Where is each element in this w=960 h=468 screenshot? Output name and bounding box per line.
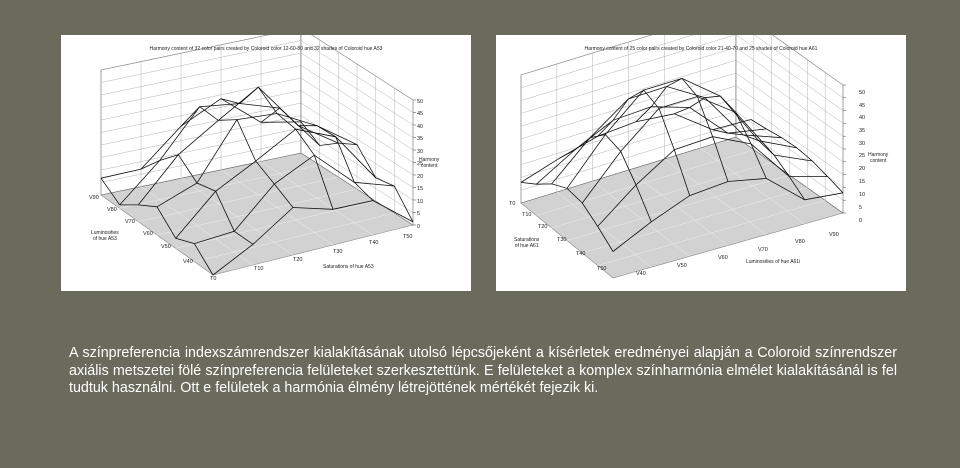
left-saturation-tick: T30 [333, 249, 343, 255]
left-z-axis-title-line2: content [420, 163, 438, 169]
left-bottom-axis-title: Saturations of hue A53 [323, 264, 374, 270]
left-z-axis-title-line1: Harmony [419, 157, 440, 163]
left-harmony-surface-chart [61, 35, 471, 291]
left-saturation-tick: T20 [293, 257, 303, 263]
left-left-axis-title-line2: of hue A53 [92, 236, 117, 242]
right-luminosity-tick: V60 [718, 255, 728, 261]
left-z-tick: 45 [417, 111, 424, 117]
right-z-tick: 35 [859, 128, 866, 134]
right-luminosity-tick: V80 [795, 239, 805, 245]
right-z-tick: 30 [859, 141, 866, 147]
left-luminosity-tick: T0 [210, 276, 217, 282]
right-left-axis-title-line2: of hue A61 [514, 243, 539, 249]
left-z-tick: 0 [417, 224, 421, 230]
left-luminosity-tick: V70 [125, 219, 135, 225]
left-z-tick: 15 [417, 186, 424, 192]
caption-paragraph: A színpreferencia indexszámrendszer kialakításának utolsó lépcsőjeként a kísérletek eredményei alapján a Coloroid színrendszer axiális metszetei fölé színpreferencia felületeket szerkesztettünk. E felületeket a komplex színharmónia elmélet kialakításánál is fel tudtuk használni. Ott e felületek a harmónia élmény létrejöttének mértékét fejezik ki. [69, 345, 897, 396]
right-harmony-surface-chart [496, 35, 906, 291]
right-left-axis-title-line1: Saturations [514, 237, 540, 243]
right-saturation-tick: T0 [509, 201, 516, 207]
right-z-tick: 15 [859, 179, 866, 185]
left-z-tick: 20 [417, 174, 424, 180]
right-saturation-tick: T20 [538, 224, 548, 230]
right-z-axis-title-line2: content [869, 158, 887, 164]
right-saturation-tick: T40 [576, 251, 586, 257]
right-bottom-axis-title: Luminosities of hue A61i [746, 259, 801, 265]
left-z-tick: 50 [417, 99, 424, 105]
left-surface-plot [61, 35, 471, 291]
right-surface-plot [496, 35, 906, 291]
right-saturation-tick: T30 [557, 237, 567, 243]
left-chart-title: Harmony content of 32 color pairs created by Coloroid color 12-60-80 and 32 shades of Coloroid hue A53 [149, 46, 383, 52]
left-z-tick: 5 [417, 211, 421, 217]
right-z-tick: 40 [859, 115, 866, 121]
right-z-tick: 45 [859, 103, 866, 109]
right-luminosity-tick: V90 [829, 232, 839, 238]
left-saturation-tick: T50 [403, 234, 413, 240]
left-luminosity-tick: V60 [143, 231, 153, 237]
right-luminosity-tick: V50 [677, 263, 687, 269]
left-luminosity-tick: V40 [183, 259, 193, 265]
right-z-tick: 25 [859, 153, 866, 159]
left-z-tick: 25 [417, 161, 424, 167]
right-z-tick: 0 [859, 218, 863, 224]
right-z-axis-title-line1: Harmony [868, 152, 889, 158]
right-saturation-tick: T50 [597, 266, 607, 272]
right-chart-title: Harmony content of 25 color pairs created by Coloroid color 21-40-70 and 25 shades of Coloroid hue A61 [584, 46, 818, 52]
left-z-tick: 40 [417, 124, 424, 130]
left-saturation-tick: T40 [369, 240, 379, 246]
left-luminosity-tick: V50 [161, 244, 171, 250]
right-z-tick: 5 [859, 205, 863, 211]
right-saturation-tick: T10 [522, 212, 532, 218]
right-luminosity-tick: V70 [758, 247, 768, 253]
right-z-tick: 10 [859, 192, 866, 198]
left-luminosity-tick: V80 [107, 207, 117, 213]
left-z-tick: 10 [417, 199, 424, 205]
left-saturation-tick: T10 [254, 266, 264, 272]
right-z-tick: 20 [859, 166, 866, 172]
right-luminosity-tick: V40 [636, 271, 646, 277]
left-z-tick: 30 [417, 149, 424, 155]
left-luminosity-tick: V90 [89, 195, 99, 201]
left-z-tick: 35 [417, 136, 424, 142]
left-left-axis-title-line1: Luminosities [91, 230, 119, 236]
right-z-tick: 50 [859, 90, 866, 96]
